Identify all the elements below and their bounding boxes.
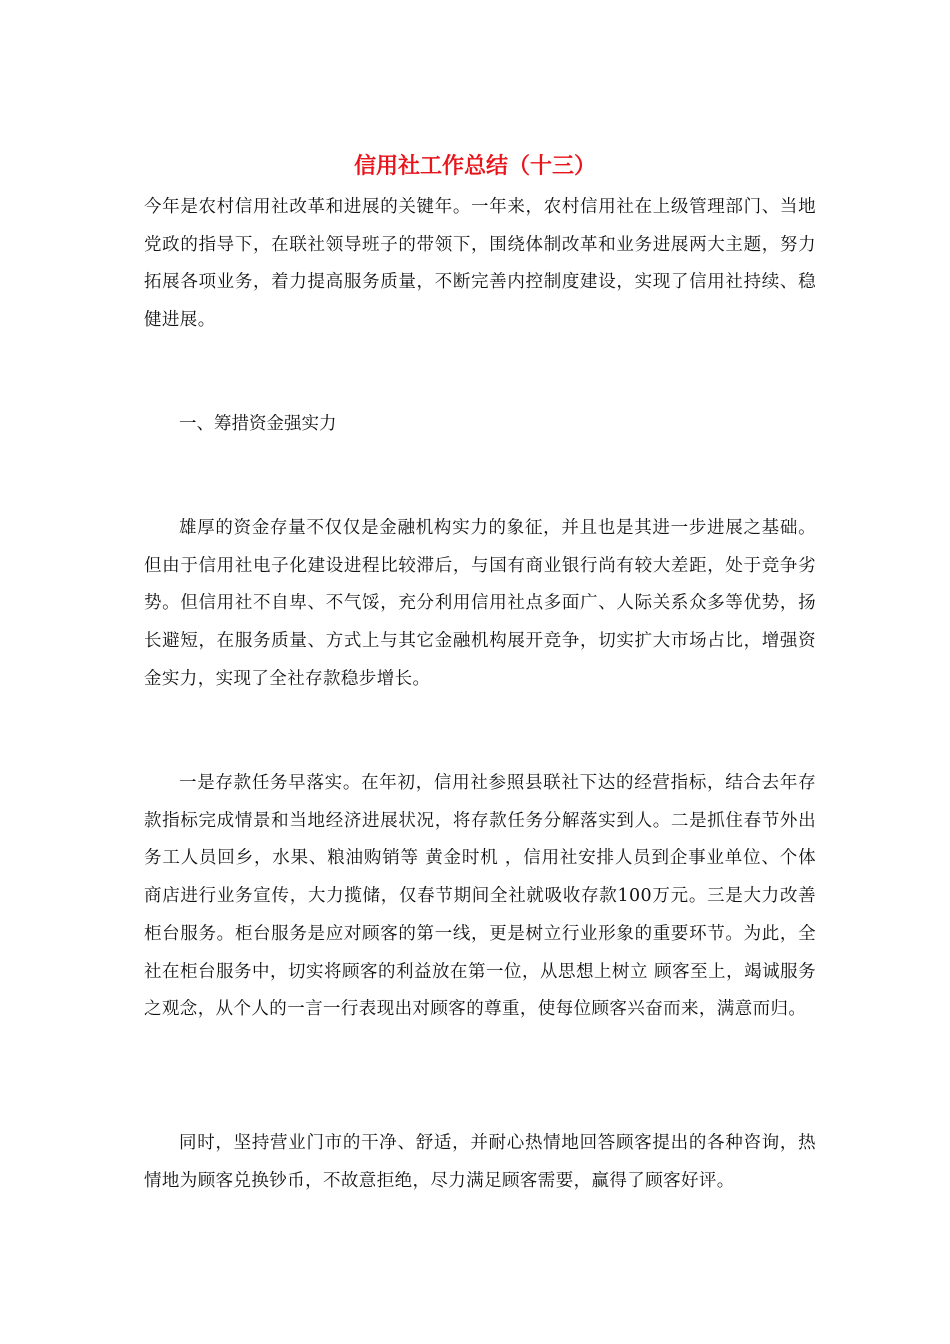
body-paragraph: 一是存款任务早落实。在年初，信用社参照县联社下达的经营指标，结合去年存款指标完成情景和当地经济进展状况，将存款任务分解落实到人。二是抓住春节外出务工人员回乡，水果、粮油购销等 黄金时机 ，信用社安排人员到企事业单位、个体商店进行业务宣传，大力揽储，仅春节期间全社就吸收存款100万元。三是大力改善柜台服务。柜台服务是应对顾客的第一线，更是树立行业形象的重要环节。为此，全社在柜台服务中，切实将顾客的利益放在第一位，从思想上树立 顾客至上，竭诚服务 之观念，从个人的一言一行表现出对顾客的尊重，使每位顾客兴奋而来，满意而归。 <box>144 773 816 1020</box>
document-title: 信用社工作总结（十三） <box>353 153 596 179</box>
body-paragraph: 雄厚的资金存量不仅仅是金融机构实力的象征，并且也是其进一步进展之基础。但由于信用社电子化建设进程比较滞后，与国有商业银行尚有较大差距，处于竞争劣势。但信用社不自卑、不气馁，充分利用信用社点多面广、人际关系众多等优势，扬长避短，在服务质量、方式上与其它金融机构展开竞争，切实扩大市场占比，增强资金实力，实现了全社存款稳步增长。 <box>144 518 816 689</box>
body-paragraph: 同时，坚持营业门市的干净、舒适，并耐心热情地回答顾客提出的各种咨询，热情地为顾客兑换钞币，不故意拒绝，尽力满足顾客需要，赢得了顾客好评。 <box>144 1133 816 1191</box>
section-heading: 一、筹措资金强实力 <box>179 414 337 434</box>
intro-paragraph: 今年是农村信用社改革和进展的关键年。一年来，农村信用社在上级管理部门、当地党政的指导下，在联社领导班子的带领下，围绕体制改革和业务进展两大主题，努力拓展各项业务，着力提高服务质量，不断完善内控制度建设，实现了信用社持续、稳健进展。 <box>144 197 816 331</box>
